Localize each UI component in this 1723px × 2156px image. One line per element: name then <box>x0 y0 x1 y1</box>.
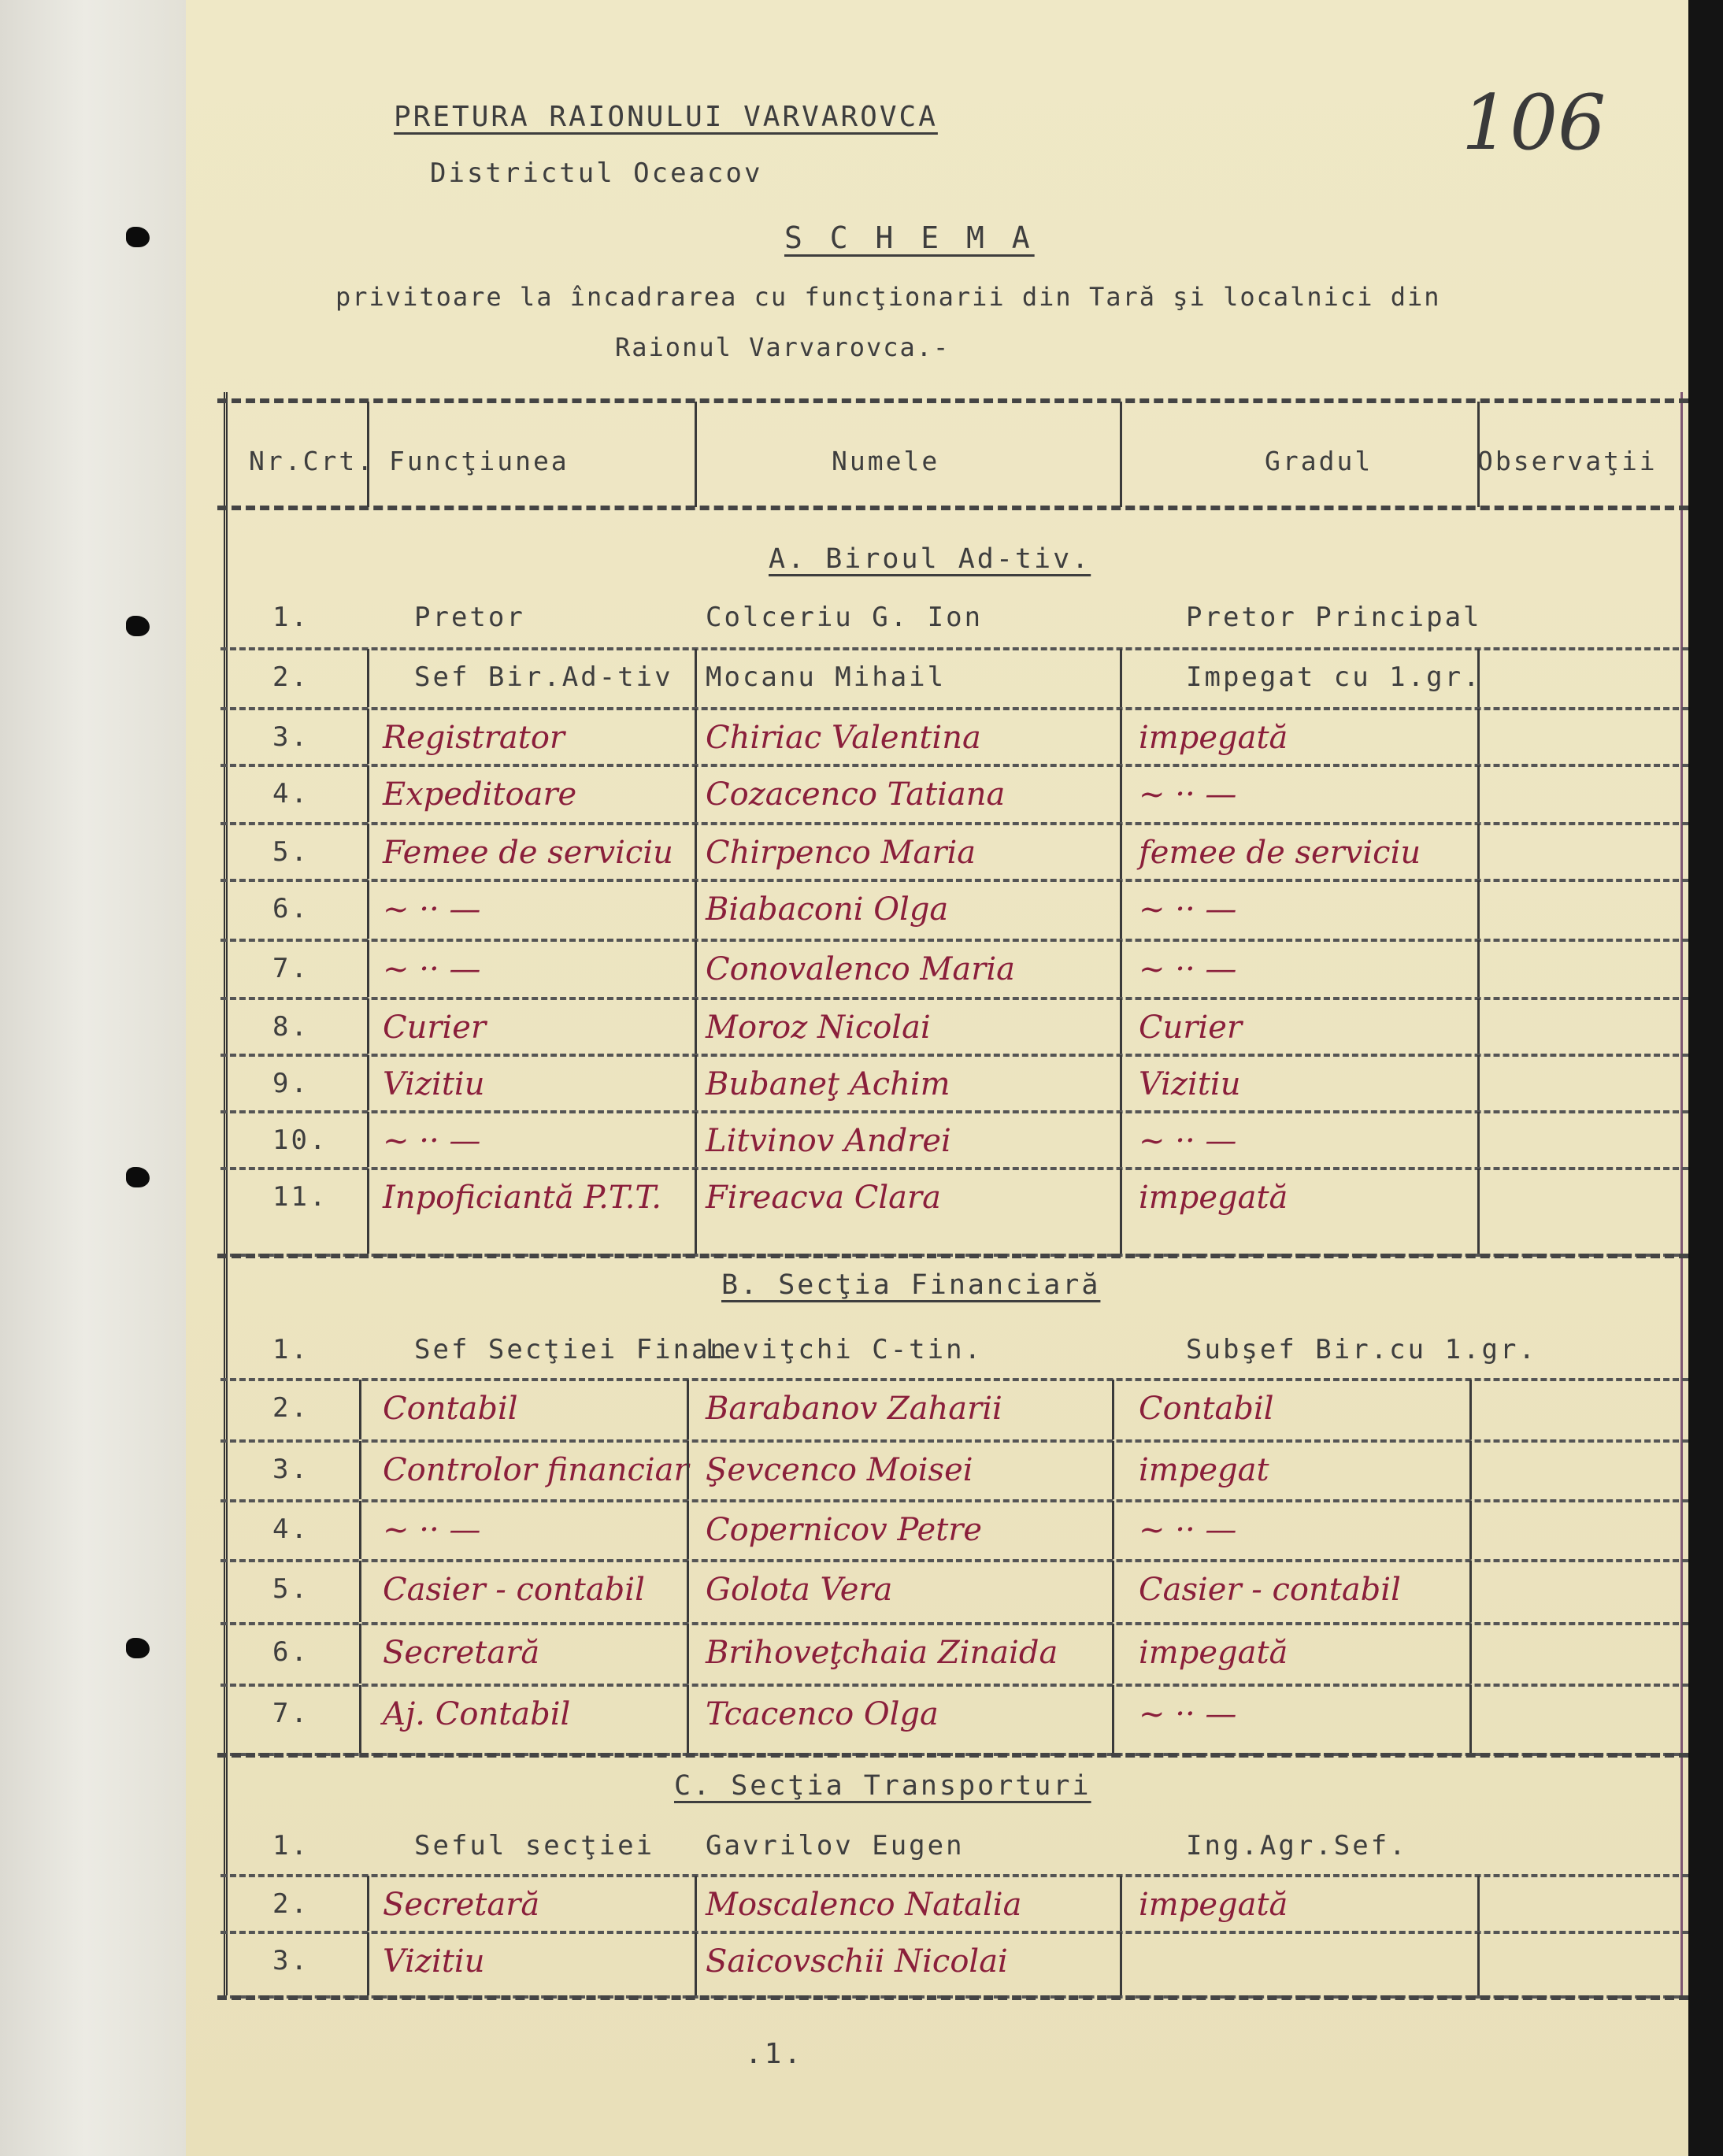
row-separator <box>220 879 1688 882</box>
column-divider <box>695 940 697 997</box>
column-divider <box>1477 765 1480 822</box>
column-divider <box>1477 709 1480 764</box>
column-divider <box>367 649 369 707</box>
row-grade: Curier <box>1139 1009 1243 1046</box>
row-number: 9. <box>272 1068 309 1099</box>
binding-strip <box>0 0 189 2156</box>
column-divider <box>359 1501 361 1559</box>
column-divider <box>695 649 697 707</box>
row-function: Casier - contabil <box>383 1572 645 1608</box>
row-number: 1. <box>272 1334 309 1365</box>
row-function: Sef Bir.Ad-tiv <box>414 661 673 693</box>
row-separator <box>220 1439 1688 1443</box>
column-divider <box>1477 824 1480 879</box>
column-divider <box>687 1441 689 1499</box>
row-grade: impegată <box>1139 1180 1288 1216</box>
row-function: ~ ·· — <box>383 1123 481 1159</box>
row-grade: ~ ·· — <box>1139 1696 1237 1732</box>
column-divider <box>359 1441 361 1499</box>
row-name: Tcacenco Olga <box>706 1696 939 1732</box>
column-divider <box>1120 1932 1122 1995</box>
row-name: Mocanu Mihail <box>706 661 947 693</box>
row-number: 8. <box>272 1011 309 1043</box>
row-separator <box>220 1167 1688 1170</box>
section-title: C. Secţia Transporturi <box>674 1770 1091 1802</box>
column-divider <box>1477 998 1480 1054</box>
column-divider <box>367 1876 369 1931</box>
column-divider <box>1469 1561 1472 1622</box>
punch-hole <box>126 1167 150 1187</box>
header-column-divider <box>1477 402 1480 507</box>
row-grade: Subşef Bir.cu 1.gr. <box>1186 1334 1537 1365</box>
column-divider <box>1120 709 1122 764</box>
row-separator <box>220 1499 1688 1502</box>
row-separator <box>220 1622 1688 1625</box>
row-function: Expeditoare <box>383 776 577 813</box>
column-divider <box>695 880 697 939</box>
table-header-rule <box>217 506 1688 510</box>
page-mark: .1. <box>745 2038 804 2070</box>
column-divider <box>367 1169 369 1254</box>
row-function: Inpoficiantă P.T.T. <box>383 1180 661 1216</box>
column-divider <box>1469 1624 1472 1684</box>
row-grade: impegată <box>1139 720 1288 756</box>
row-number: 3. <box>272 1454 309 1485</box>
row-grade: ~ ·· — <box>1139 776 1237 813</box>
punch-hole <box>126 616 150 636</box>
row-function: Secretară <box>383 1887 540 1923</box>
column-divider <box>1477 649 1480 707</box>
section-title: B. Secţia Financiară <box>721 1269 1101 1301</box>
column-divider <box>687 1685 689 1753</box>
column-divider <box>367 824 369 879</box>
row-number: 11. <box>272 1181 328 1213</box>
header-column-divider <box>367 402 369 507</box>
column-divider <box>695 1932 697 1995</box>
column-divider <box>1477 1112 1480 1167</box>
section-bottom-rule <box>217 1995 1688 2000</box>
column-divider <box>1120 1876 1122 1931</box>
row-function: ~ ·· — <box>383 951 481 987</box>
header-column-divider <box>695 402 697 507</box>
column-divider <box>359 1685 361 1753</box>
column-divider <box>695 998 697 1054</box>
column-divider <box>367 998 369 1054</box>
row-function: Seful secţiei <box>414 1830 655 1861</box>
row-grade: ~ ·· — <box>1139 1123 1237 1159</box>
column-divider <box>1112 1685 1114 1753</box>
column-divider <box>1120 649 1122 707</box>
row-number: 4. <box>272 1513 309 1545</box>
column-divider <box>687 1624 689 1684</box>
row-name: Moroz Nicolai <box>706 1009 931 1046</box>
row-function: Curier <box>383 1009 487 1046</box>
column-divider <box>695 1055 697 1110</box>
row-separator <box>220 647 1688 650</box>
row-separator <box>220 1931 1688 1934</box>
column-divider <box>1120 940 1122 997</box>
row-number: 2. <box>272 1392 309 1424</box>
column-divider <box>367 709 369 764</box>
row-number: 1. <box>272 1830 309 1861</box>
punch-hole <box>126 1638 150 1658</box>
row-separator <box>220 1684 1688 1687</box>
row-grade: Impegat cu 1.gr. <box>1186 661 1482 693</box>
column-divider <box>1112 1501 1114 1559</box>
row-number: 4. <box>272 778 309 809</box>
column-divider <box>687 1501 689 1559</box>
column-divider <box>367 940 369 997</box>
column-divider <box>367 880 369 939</box>
row-function: Vizitiu <box>383 1943 485 1980</box>
column-divider <box>1477 1055 1480 1110</box>
row-name: Biabaconi Olga <box>706 891 949 928</box>
column-divider <box>695 1876 697 1931</box>
office-heading: PRETURA RAIONULUI VARVAROVCA <box>394 101 938 133</box>
column-divider <box>695 824 697 879</box>
row-separator <box>220 707 1688 710</box>
column-header: Numele <box>832 446 940 476</box>
row-separator <box>220 1110 1688 1113</box>
column-divider <box>1112 1624 1114 1684</box>
column-divider <box>1120 765 1122 822</box>
column-divider <box>1112 1561 1114 1622</box>
row-name: Colceriu G. Ion <box>706 602 984 633</box>
row-number: 3. <box>272 721 309 753</box>
column-divider <box>695 709 697 764</box>
row-number: 10. <box>272 1124 328 1156</box>
row-name: Bubaneţ Achim <box>706 1066 950 1102</box>
row-grade: Casier - contabil <box>1139 1572 1401 1608</box>
column-divider <box>367 1055 369 1110</box>
row-number: 7. <box>272 1698 309 1729</box>
column-divider <box>1469 1441 1472 1499</box>
column-header: Gradul <box>1265 446 1373 476</box>
row-name: Golota Vera <box>706 1572 893 1608</box>
row-grade: Ing.Agr.Sef. <box>1186 1830 1408 1861</box>
row-function: Vizitiu <box>383 1066 485 1102</box>
column-divider <box>1120 1169 1122 1254</box>
column-divider <box>1469 1685 1472 1753</box>
row-name: Brihoveţchaia Zinaida <box>706 1635 1058 1671</box>
column-divider <box>695 1169 697 1254</box>
row-name: Chirpenco Maria <box>706 835 976 871</box>
row-name: Copernicov Petre <box>706 1512 983 1548</box>
row-separator <box>220 1054 1688 1057</box>
row-name: Litvinov Andrei <box>706 1123 951 1159</box>
row-function: Pretor <box>414 602 525 633</box>
row-function: Registrator <box>383 720 565 756</box>
row-name: Şevcenco Moisei <box>706 1452 973 1488</box>
column-divider <box>1120 1055 1122 1110</box>
row-function: Contabil <box>383 1391 518 1427</box>
column-divider <box>1112 1380 1114 1439</box>
row-grade: impegată <box>1139 1635 1288 1671</box>
row-name: Moscalenco Natalia <box>706 1887 1022 1923</box>
column-divider <box>1477 880 1480 939</box>
table-top-rule <box>217 398 1688 403</box>
row-grade: Contabil <box>1139 1391 1274 1427</box>
column-header: Observaţii <box>1477 446 1658 476</box>
row-function: ~ ·· — <box>383 1512 481 1548</box>
column-divider <box>1469 1501 1472 1559</box>
section-bottom-rule <box>217 1753 1688 1758</box>
row-name: Barabanov Zaharii <box>706 1391 1002 1427</box>
row-number: 2. <box>272 661 309 693</box>
column-divider <box>359 1561 361 1622</box>
row-grade: ~ ·· — <box>1139 951 1237 987</box>
row-grade: impegat <box>1139 1452 1269 1488</box>
column-divider <box>1469 1380 1472 1439</box>
row-name: Fireacva Clara <box>706 1180 941 1216</box>
row-grade: Vizitiu <box>1139 1066 1241 1102</box>
row-separator <box>220 997 1688 1000</box>
row-separator <box>220 1378 1688 1381</box>
row-name: Conovalenco Maria <box>706 951 1015 987</box>
column-divider <box>359 1624 361 1684</box>
section-bottom-rule <box>217 1254 1688 1258</box>
row-number: 7. <box>272 953 309 984</box>
column-divider <box>367 1932 369 1995</box>
subtitle-line-2: Raionul Varvarovca.- <box>615 332 950 362</box>
row-number: 2. <box>272 1888 309 1920</box>
column-divider <box>1112 1441 1114 1499</box>
column-divider <box>1120 998 1122 1054</box>
section-title: A. Biroul Ad-tiv. <box>769 543 1091 575</box>
column-divider <box>1120 1112 1122 1167</box>
row-grade: ~ ·· — <box>1139 891 1237 928</box>
column-header: Nr.Crt. <box>249 446 376 476</box>
row-name: Gavrilov Eugen <box>706 1830 965 1861</box>
district-line: Districtul Oceacov <box>430 157 763 189</box>
header-column-divider <box>1120 402 1122 507</box>
column-divider <box>687 1380 689 1439</box>
row-separator <box>220 822 1688 825</box>
row-grade: ~ ·· — <box>1139 1512 1237 1548</box>
row-number: 6. <box>272 1636 309 1668</box>
row-function: ~ ·· — <box>383 891 481 928</box>
column-divider <box>1477 1169 1480 1254</box>
column-divider <box>359 1380 361 1439</box>
row-function: Sef Secţiei Finan <box>414 1334 728 1365</box>
column-divider <box>1477 940 1480 997</box>
row-number: 6. <box>272 893 309 924</box>
column-divider <box>1120 824 1122 879</box>
row-number: 3. <box>272 1945 309 1976</box>
row-separator <box>220 1874 1688 1877</box>
column-divider <box>695 765 697 822</box>
row-function: Secretară <box>383 1635 540 1671</box>
row-name: Cozacenco Tatiana <box>706 776 1006 813</box>
subtitle-line-1: privitoare la încadrarea cu funcţionarii din Tară şi localnici din <box>335 282 1441 312</box>
row-number: 5. <box>272 1573 309 1605</box>
row-name: Saicovschii Nicolai <box>706 1943 1008 1980</box>
column-divider <box>367 765 369 822</box>
row-separator <box>220 1559 1688 1562</box>
column-header: Funcţiunea <box>389 446 569 476</box>
column-divider <box>687 1561 689 1622</box>
row-grade: Pretor Principal <box>1186 602 1482 633</box>
row-number: 1. <box>272 602 309 633</box>
document-title: S C H E M A <box>784 220 1035 255</box>
column-divider <box>695 1112 697 1167</box>
row-separator <box>220 764 1688 767</box>
document-page <box>186 0 1688 2156</box>
column-divider <box>1477 1876 1480 1931</box>
row-number: 5. <box>272 836 309 868</box>
row-function: Femee de serviciu <box>383 835 673 871</box>
row-grade: femee de serviciu <box>1139 835 1421 871</box>
row-function: Aj. Contabil <box>383 1696 571 1732</box>
column-divider <box>367 1112 369 1167</box>
row-separator <box>220 939 1688 942</box>
page-number: 106 <box>1462 79 1606 167</box>
column-divider <box>1477 1932 1480 1995</box>
row-name: Chiriac Valentina <box>706 720 981 756</box>
row-function: Controlor financiar <box>383 1452 689 1488</box>
row-grade: impegată <box>1139 1887 1288 1923</box>
row-name: Leviţchi C-tin. <box>706 1334 984 1365</box>
punch-hole <box>126 227 150 247</box>
column-divider <box>1120 880 1122 939</box>
